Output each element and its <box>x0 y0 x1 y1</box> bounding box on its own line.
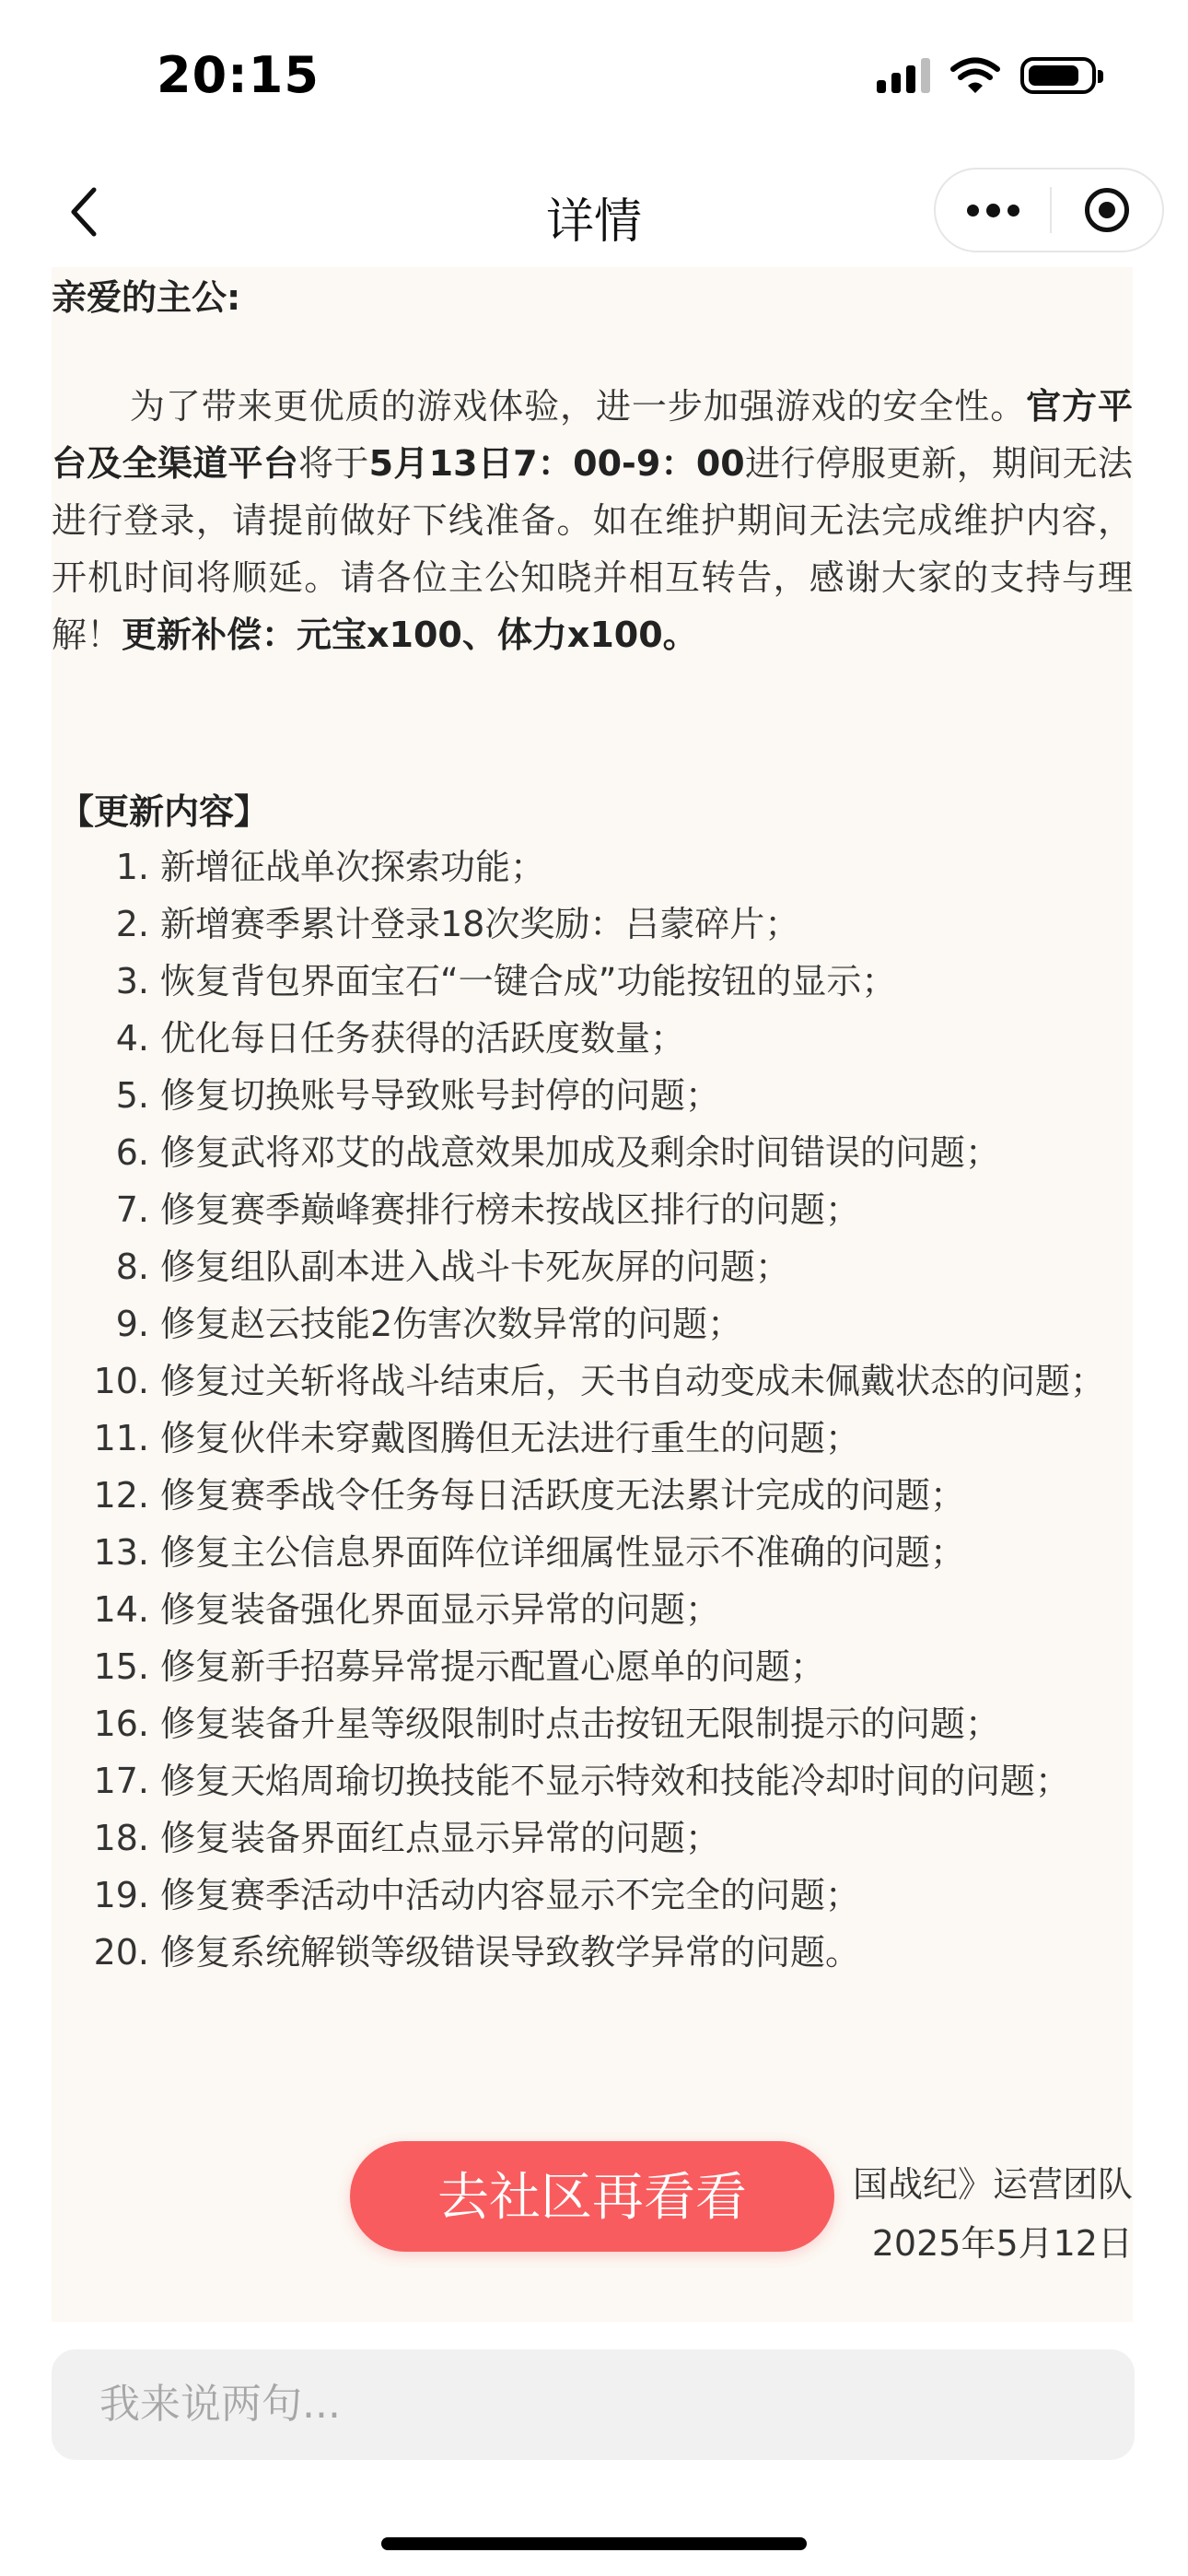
update-item-number: 16. <box>93 1704 149 1744</box>
para-will: 将于 <box>298 443 369 484</box>
update-item-text: 修复过关斩将战斗结束后，天书自动变成未佩戴状态的问题； <box>160 1361 1106 1401</box>
comment-input[interactable]: 我来说两句... <box>52 2349 1135 2460</box>
update-item <box>52 1752 1133 1809</box>
page-title: 详情 <box>545 194 642 250</box>
update-item-text: 恢复背包界面宝石“一键合成”功能按钮的显示； <box>160 961 897 1001</box>
update-item <box>52 1124 1133 1181</box>
target-icon <box>1085 188 1129 232</box>
para-body: 进行停服更新，期间无法进行登录，请提前做好下线准备。如在维护期间无法完成维护内容，开机时间将顺延。请各位主公知晓并相互转告，感谢大家的支持与理解！ <box>52 443 1133 655</box>
update-item <box>52 1867 1133 1924</box>
update-item-text: 修复主公信息界面阵位详细属性显示不准确的问题； <box>160 1532 966 1573</box>
update-item-text: 修复赛季战令任务每日活跃度无法累计完成的问题； <box>160 1475 966 1516</box>
update-item-number: 3. <box>115 961 149 1001</box>
article-content <box>52 267 1133 2322</box>
para-time: 5月13日7：00-9：00 <box>368 443 745 484</box>
update-item-text: 修复切换账号导致账号封停的问题； <box>160 1075 721 1116</box>
para-intro: 为了带来更优质的游戏体验，进一步加强游戏的安全性。 <box>129 386 1027 427</box>
announcement-paragraph <box>52 378 1133 663</box>
update-item <box>52 896 1133 953</box>
update-item <box>52 1410 1133 1467</box>
update-item-text: 修复装备升星等级限制时点击按钮无限制提示的问题； <box>160 1704 1001 1744</box>
para-compensation: 更新补偿：元宝x100、体力x100。 <box>122 615 698 655</box>
status-icons <box>877 57 1096 94</box>
nav-bar <box>0 157 1188 267</box>
update-item <box>52 1809 1133 1867</box>
para-platform: 官方平台及全渠道平台 <box>52 386 1133 484</box>
go-to-community-button[interactable]: 去社区再看看 <box>350 2141 834 2252</box>
cellular-signal-icon <box>877 58 930 93</box>
update-item <box>52 1352 1133 1410</box>
update-item-number: 8. <box>115 1247 149 1287</box>
update-list <box>52 838 1133 1981</box>
update-item <box>52 953 1133 1010</box>
update-item-number: 1. <box>115 847 149 887</box>
status-bar <box>0 0 1188 157</box>
home-indicator <box>381 2537 807 2550</box>
battery-icon <box>1020 57 1096 94</box>
update-item-text: 修复赵云技能2伤害次数异常的问题； <box>160 1304 743 1344</box>
update-item-text: 修复组队副本进入战斗卡死灰屏的问题； <box>160 1247 791 1287</box>
update-item-text: 新增征战单次探索功能； <box>160 847 546 887</box>
update-item <box>52 1238 1133 1295</box>
update-item-text: 优化每日任务获得的活跃度数量； <box>160 1018 686 1059</box>
update-item <box>52 1467 1133 1524</box>
update-item-text: 修复伙伴未穿戴图腾但无法进行重生的问题； <box>160 1418 861 1458</box>
signature-date: 2025年5月12日 <box>871 2223 1133 2264</box>
update-item <box>52 1524 1133 1581</box>
update-item-number: 20. <box>93 1932 149 1973</box>
update-item-text: 修复装备界面红点显示异常的问题； <box>160 1818 721 1858</box>
more-button[interactable] <box>936 170 1050 251</box>
update-item-number: 14. <box>93 1589 149 1630</box>
update-item-number: 10. <box>93 1361 149 1401</box>
update-item-number: 18. <box>93 1818 149 1858</box>
update-item-number: 4. <box>115 1018 149 1059</box>
update-item-text: 修复系统解锁等级错误导致教学异常的问题。 <box>160 1932 861 1973</box>
greeting: 亲爱的主公: <box>52 277 241 318</box>
update-item <box>52 1181 1133 1238</box>
update-item-number: 13. <box>93 1532 149 1573</box>
wifi-icon <box>950 57 1000 94</box>
update-item <box>52 838 1133 896</box>
close-mini-program-button[interactable] <box>1052 170 1162 251</box>
update-item-text: 修复新手招募异常提示配置心愿单的问题； <box>160 1646 826 1687</box>
signature <box>853 2156 1133 2274</box>
status-time: 20:15 <box>157 46 320 104</box>
update-item <box>52 1067 1133 1124</box>
update-item-number: 11. <box>93 1418 149 1458</box>
update-item-text: 修复天焰周瑜切换技能不显示特效和技能冷却时间的问题； <box>160 1761 1071 1801</box>
update-item-number: 6. <box>115 1132 149 1173</box>
update-item <box>52 1695 1133 1752</box>
update-item-text: 新增赛季累计登录18次奖励：吕蒙碎片； <box>160 904 800 944</box>
update-item <box>52 1581 1133 1638</box>
update-item <box>52 1010 1133 1067</box>
signature-team: 国战纪》运营团队 <box>852 2164 1133 2205</box>
update-item-text: 修复武将邓艾的战意效果加成及剩余时间错误的问题； <box>160 1132 1001 1173</box>
update-item-number: 19. <box>93 1875 149 1915</box>
update-item-text: 修复装备强化界面显示异常的问题； <box>160 1589 721 1630</box>
update-item <box>52 1924 1133 1981</box>
update-item-number: 15. <box>93 1646 149 1687</box>
update-item-text: 修复赛季活动中活动内容显示不完全的问题； <box>160 1875 861 1915</box>
more-dots-icon <box>967 205 979 217</box>
update-item-number: 12. <box>93 1475 149 1516</box>
update-item <box>52 1638 1133 1695</box>
mini-program-capsule <box>934 168 1164 252</box>
update-item-text: 修复赛季巅峰赛排行榜未按战区排行的问题； <box>160 1189 861 1230</box>
update-item-number: 17. <box>93 1761 149 1801</box>
update-item-number: 7. <box>115 1189 149 1230</box>
update-item-number: 2. <box>115 904 149 944</box>
section-title: 【更新内容】 <box>59 791 270 832</box>
update-item-number: 9. <box>115 1304 149 1344</box>
update-item-number: 5. <box>115 1075 149 1116</box>
update-item <box>52 1295 1133 1352</box>
